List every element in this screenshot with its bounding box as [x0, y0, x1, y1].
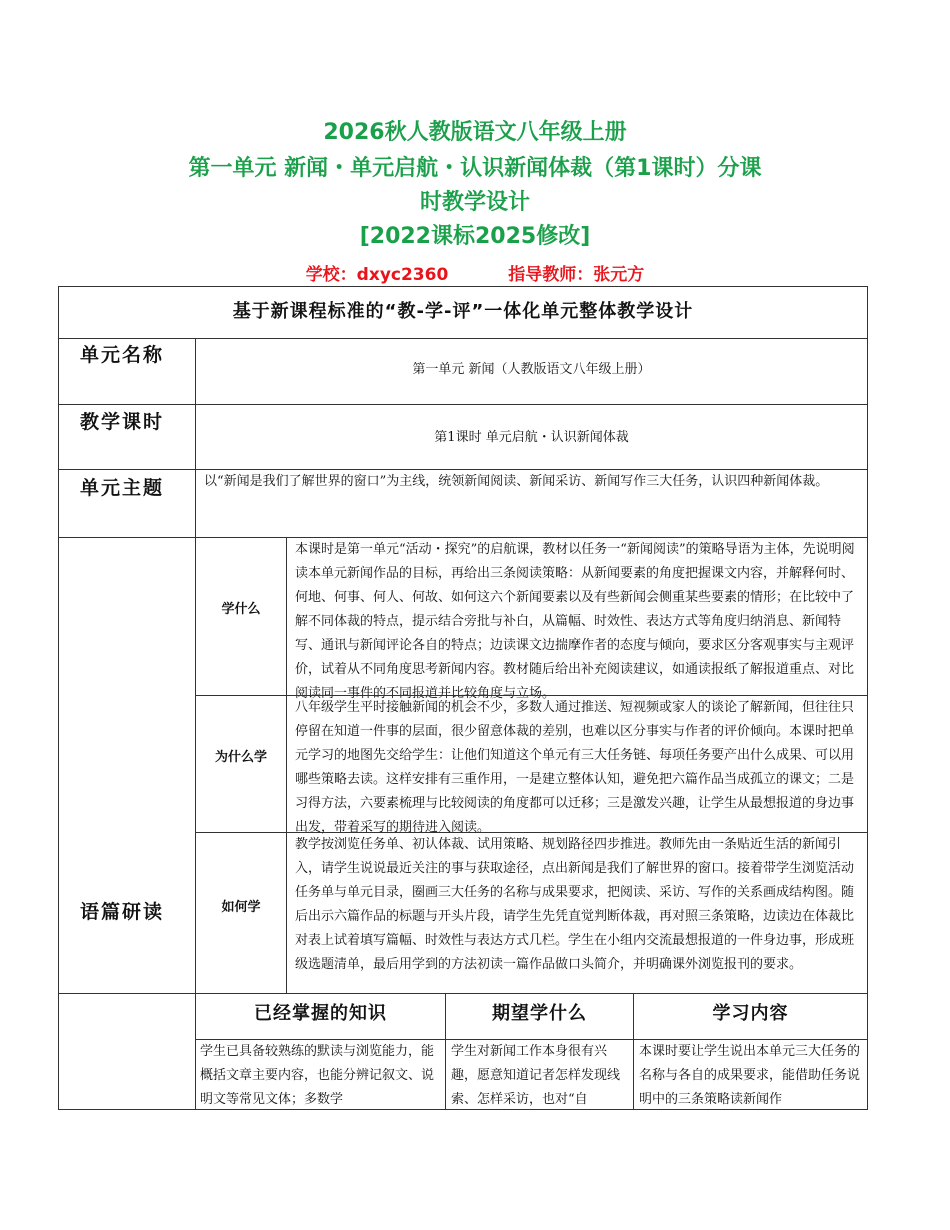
why-label: 为什么学: [214, 750, 267, 765]
school-label: 学校：dxyc2360: [305, 265, 449, 285]
col3-value: 本课时要让学生说出本单元三大任务的名称与各自的成果要求，能借助任务说明中的三条策略读新闻作: [639, 1044, 861, 1107]
doc-meta: [0, 260, 950, 285]
doc-title-line-1: 2026秋人教版语文八年级上册: [323, 120, 627, 145]
teacher-label: 指导教师：张元方: [508, 265, 645, 285]
what-value: 本课时是第一单元“活动・探究”的启航课，教材以任务一“新闻阅读”的策略导语为主体，先说明阅读本单元新闻作品的目标，再给出三条阅读策略：从新闻要素的角度把握课文内容，并解释何时、何地、何事、何人、何故、如何这六个新闻要素以及有些新闻会侧重某些要素的情形；在比较中了解不同体裁的特点，提示结合旁批与补白，从篇幅、时效性、表达方式等角度归纳消息、新闻特写、通讯与新闻评论各自的特点；边读课文边揣摩作者的态度与倾向，要求区分客观事实与主观评价，试着从不同角度思考新闻内容。教材随后给出补充阅读建议，如通读报纸了解报道重点、对比阅读同一事件的不同报道并比较角度与立场。: [295, 542, 855, 701]
bottom-left-cell: [58, 993, 196, 1110]
col2-head: 期望学什么: [492, 1003, 587, 1024]
study-label: 语篇研读: [80, 901, 165, 923]
doc-title-line-2: 第一单元 新闻・单元启航・认识新闻体裁（第1课时）分课: [188, 156, 762, 181]
how-label: 如何学: [221, 900, 261, 915]
unit-name-label: 单元名称: [80, 344, 165, 366]
col3-head: 学习内容: [712, 1003, 789, 1024]
col1-value: 学生已具备较熟练的默读与浏览能力，能概括文章主要内容，也能分辨记叙文、说明文等常见文体；多数学: [200, 1044, 435, 1107]
unit-name-value: 第一单元 新闻（人教版语文八年级上册）: [412, 362, 651, 377]
table-main-title: 基于新课程标准的“教-学-评”一体化单元整体教学设计: [232, 301, 694, 322]
theme-value: 以“新闻是我们了解世界的窗口”为主线，统领新闻阅读、新闻采访、新闻写作三大任务，认识四种新闻体裁。: [204, 474, 829, 489]
doc-title-line-4: [2022课标2025修改]: [359, 224, 591, 249]
how-value: 教学按浏览任务单、初认体裁、试用策略、规划路径四步推进。教师先由一条贴近生活的新闻引入，请学生说说最近关注的事与获取途径，点出新闻是我们了解世界的窗口。接着带学生浏览活动任务单与单元目录，圈画三大任务的名称与成果要求，把阅读、采访、写作的关系画成结构图。随后出示六篇作品的标题与开头片段，请学生先凭直觉判断体裁，再对照三条策略，边读边在体裁比对表上试着填写篇幅、时效性与表达方式几栏。学生在小组内交流最想报道的一件身边事，形成班级选题清单，最后用学到的方法初读一篇作品做口头简介，并明确课外浏览报刊的要求。: [295, 837, 855, 972]
col1-head: 已经掌握的知识: [254, 1003, 387, 1024]
lesson-label: 教学课时: [80, 411, 165, 433]
col2-value: 学生对新闻工作本身很有兴趣，愿意知道记者怎样发现线索、怎样采访，也对“自: [451, 1044, 621, 1107]
what-label: 学什么: [221, 602, 261, 617]
why-value: 八年级学生平时接触新闻的机会不少，多数人通过推送、短视频或家人的谈论了解新闻，但往往只停留在知道一件事的层面，很少留意体裁的差别，也难以区分事实与作者的评价倾向。本课时把单元学习的地图先交给学生：让他们知道这个单元有三大任务链、每项任务要产出什么成果、可以用哪些策略去读。这样安排有三重作用，一是建立整体认知，避免把六篇作品当成孤立的课文；二是习得方法，六要素梳理与比较阅读的角度都可以迁移；三是激发兴趣，让学生从最想报道的身边事出发，带着采写的期待进入阅读。: [295, 700, 855, 835]
theme-label: 单元主题: [80, 477, 165, 499]
lesson-value: 第1课时 单元启航・认识新闻体裁: [434, 430, 629, 445]
doc-title-line-3: 时教学设计: [419, 190, 530, 215]
study-label-cell: [58, 537, 196, 994]
